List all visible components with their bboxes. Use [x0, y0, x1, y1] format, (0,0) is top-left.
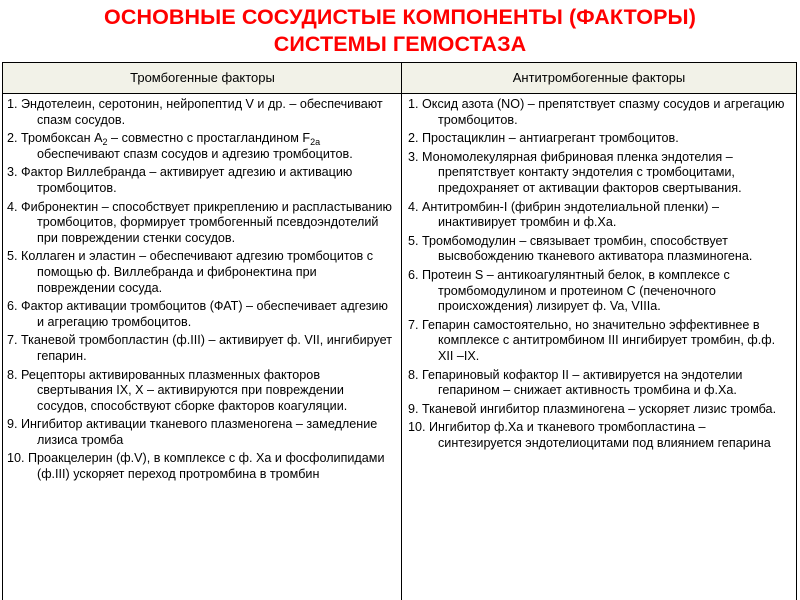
thrombogenic-item-4: 4. Фибронектин – способствует прикреплению и распластыванию тромбоцитов, формирует тромбогенный псевдоэндотелий при повреждении стенки сосудов. [7, 199, 392, 245]
antithrombogenic-item-9: 9. Тканевой ингибитор плазминогена – ускоряет лизис тромба. [408, 401, 777, 416]
antithrombogenic-column [408, 97, 790, 451]
antithrombogenic-item-5: 5. Тромбомодулин – связывает тромбин, способствует высвобождению тканевого активатора плазминогена. [408, 233, 753, 264]
antithrombogenic-item-2: 2. Простациклин – антиагрегант тромбоцитов. [408, 131, 679, 146]
thrombogenic-item-10: 10. Проакцелерин (ф.V), в комплексе с ф. Ха и фосфолипидами (ф.III) ускоряет переход протромбина в тромбин [7, 451, 385, 482]
thrombogenic-item-9: 9. Ингибитор активации тканевого плазменогена – замедление лизиса тромба [7, 417, 378, 447]
thrombogenic-item-7: 7. Тканевой тромбопластин (ф.III) – активирует ф. VII, ингибирует гепарин. [7, 333, 393, 363]
thrombogenic-item-1: 1. Эндотелеин, серотонин, нейропептид V и др. – обеспечивают спазм сосудов. [7, 97, 383, 127]
antithrombogenic-item-3: 3. Мономолекулярная фибриновая пленка эндотелия – препятствует контакту эндотелия с тромбоцитами, предохраняет от активации факторов свертывания. [408, 149, 742, 195]
column-divider [401, 63, 402, 600]
header-antithrombogenic: Антитромбогенные факторы [402, 63, 796, 94]
antithrombogenic-item-1: 1. Оксид азота (NO) – препятствует спазму сосудов и агрегацию тромбоцитов. [408, 97, 785, 127]
title-line-1: ОСНОВНЫЕ СОСУДИСТЫЕ КОМПОНЕНТЫ (ФАКТОРЫ) [104, 5, 696, 29]
thrombogenic-item-3: 3. Фактор Виллебранда – активирует адгезию и активацию тромбоцитов. [7, 165, 353, 195]
thrombogenic-item-2: 2. Тромбоксан $А_2$ – совместно с простагландином $F_{2a}$ обеспечивают спазм сосудов и адгезию тромбоцитов. [7, 131, 353, 161]
thrombogenic-item-5: 5. Коллаген и эластин – обеспечивают адгезию тромбоцитов с помощью ф. Виллебранда и фибронектина при повреждении сосуда. [7, 249, 374, 295]
factors-table [2, 62, 797, 600]
thrombogenic-item-8: 8. Рецепторы активированных плазменных факторов свертывания IX, X – активируются при повреждении сосудов, способствуют сборке факторов коагуляции. [7, 367, 348, 413]
thrombogenic-column [7, 97, 395, 483]
antithrombogenic-item-10: 10. Ингибитор ф.Ха и тканевого тромбопластина – синтезируется эндотелиоцитами под влиянием гепарина [408, 420, 771, 450]
thrombogenic-item-6: 6. Фактор активации тромбоцитов (ФАТ) – обеспечивает адгезию и агрегацию тромбоцитов. [7, 299, 388, 329]
antithrombogenic-item-8: 8. Гепариновый кофактор II – активируется на эндотелии гепарином – снижает активность тромбина и ф.Ха. [408, 367, 743, 398]
page-title [0, 4, 800, 58]
title-line-2: СИСТЕМЫ ГЕМОСТАЗА [273, 32, 527, 56]
header-thrombogenic: Тромбогенные факторы [3, 63, 402, 94]
antithrombogenic-item-4: 4. Антитромбин-I (фибрин эндотелиальной пленки) – инактивирует тромбин и ф.Ха. [408, 199, 719, 230]
antithrombogenic-item-7: 7. Гепарин самостоятельно, но значительно эффективнее в комплексе с антитромбином III ингибирует тромбин, ф.ф. XII –IX. [408, 317, 776, 363]
antithrombogenic-item-6: 6. Протеин S – антикоагулянтный белок, в комплексе с тромбомодулином и протеином С (печеночного происхождения) лизирует ф. Va, VIIIa. [408, 267, 730, 314]
